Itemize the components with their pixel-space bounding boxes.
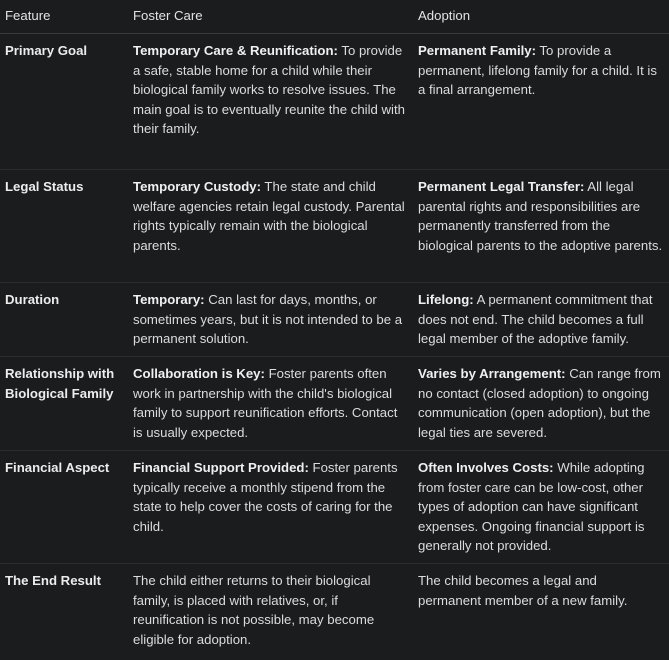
foster-lead: Financial Support Provided: (133, 460, 309, 475)
adoption-text: A permanent commitment that does not end. The child becomes a full legal member of the adoptive family. (418, 292, 653, 347)
table-row (0, 564, 669, 660)
feature-label: Financial Aspect (5, 460, 110, 475)
adoption-cell (418, 41, 669, 100)
foster-cell (133, 177, 418, 255)
adoption-cell (418, 290, 669, 349)
adoption-text: All legal parental rights and responsibilities are permanently transferred from the biological parents to the adoptive parents. (418, 179, 663, 253)
foster-lead: Collaboration is Key: (133, 366, 265, 381)
foster-lead: Temporary Custody: (133, 179, 261, 194)
foster-cell (133, 571, 418, 649)
foster-cell (133, 41, 418, 139)
table-row (0, 451, 669, 564)
table-row (0, 170, 669, 283)
foster-cell (133, 290, 418, 349)
feature-label: Duration (5, 292, 60, 307)
adoption-cell (418, 364, 669, 442)
adoption-text: The child becomes a legal and permanent member of a new family. (418, 573, 628, 608)
adoption-cell (418, 458, 669, 556)
adoption-lead: Often Involves Costs: (418, 460, 554, 475)
feature-label: Primary Goal (5, 43, 88, 58)
foster-cell (133, 458, 418, 536)
table-row (0, 34, 669, 170)
foster-text: The child either returns to their biological family, is placed with relatives, or, if reunification is not possible, may become eligible for adoption. (133, 573, 375, 647)
adoption-lead: Varies by Arrangement: (418, 366, 566, 381)
adoption-cell (418, 177, 669, 255)
feature-label: Legal Status (5, 179, 84, 194)
adoption-lead: Permanent Family: (418, 43, 536, 58)
header-feature: Feature (5, 8, 51, 23)
foster-text: To provide a safe, stable home for a child while their biological family works to resolve issues. The main goal is to eventually reunite the child with their family. (133, 43, 405, 137)
foster-lead: Temporary: (133, 292, 205, 307)
header-foster-care: Foster Care (133, 8, 203, 23)
feature-label: The End Result (5, 573, 101, 588)
foster-cell (133, 364, 418, 442)
feature-label: Relationship with Biological Family (5, 366, 115, 401)
table-header-row (0, 0, 669, 34)
foster-text: Foster parents often work in partnership with the child's biological family to support reunification efforts. Contact is usually expected. (133, 366, 398, 440)
adoption-text: To provide a permanent, lifelong family for a child. It is a final arrangement. (418, 43, 657, 98)
adoption-cell (418, 571, 669, 610)
adoption-text: Can range from no contact (closed adoption) to ongoing communication (open adoption), but the legal ties are severed. (418, 366, 661, 440)
adoption-lead: Lifelong: (418, 292, 474, 307)
foster-text: Can last for days, months, or sometimes years, but it is not intended to be a permanent solution. (133, 292, 403, 347)
adoption-lead: Permanent Legal Transfer: (418, 179, 585, 194)
foster-lead: Temporary Care & Reunification: (133, 43, 338, 58)
foster-text: Foster parents typically receive a monthly stipend from the state to help cover the costs of caring for the child. (133, 460, 398, 534)
foster-text: The state and child welfare agencies retain legal custody. Parental rights typically remain with the biological parents. (133, 179, 405, 253)
adoption-text: While adopting from foster care can be low-cost, other types of adoption can have significant expenses. Ongoing financial support is generally not provided. (418, 460, 645, 554)
header-adoption: Adoption (418, 8, 471, 23)
table-row (0, 283, 669, 357)
table-row (0, 357, 669, 451)
